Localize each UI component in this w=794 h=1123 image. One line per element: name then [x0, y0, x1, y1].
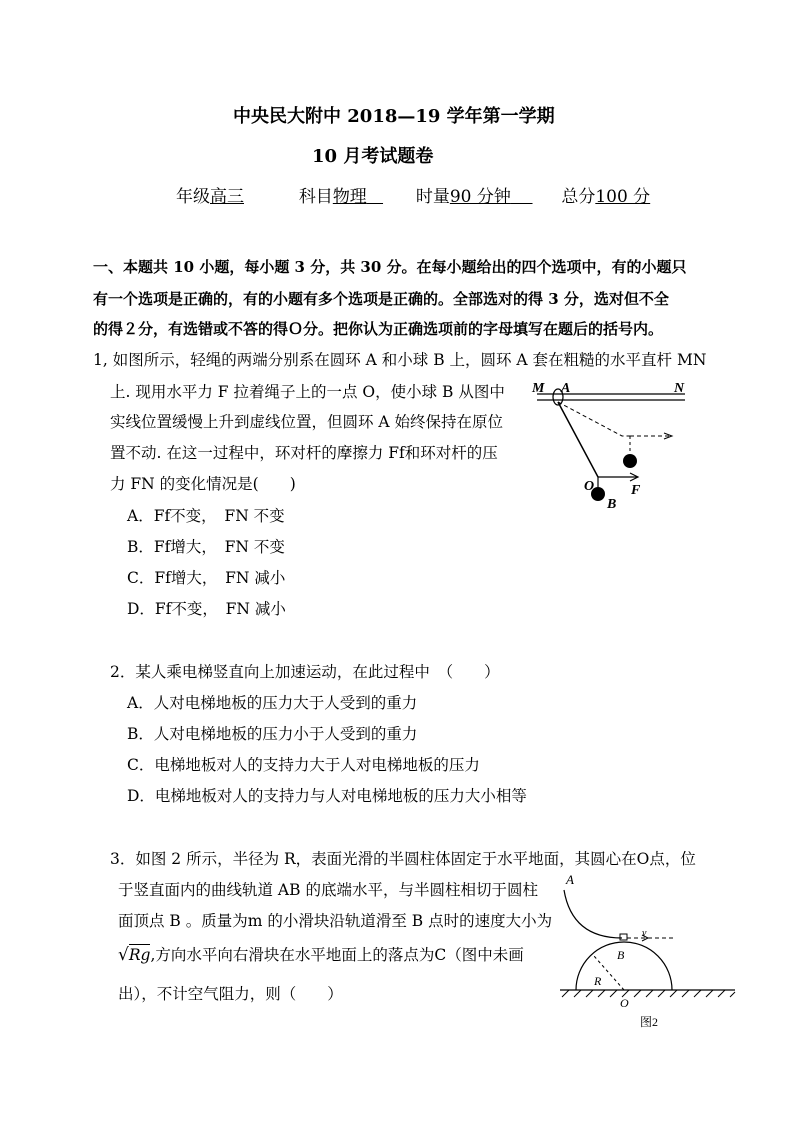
q1-option-a: A．Ff不变， FN 不变 [127, 507, 285, 525]
fig2-label-b: B [617, 948, 625, 962]
q1-line1: 1, 如图所示，轻绳的两端分别系在圆环 A 和小球 B 上，圆环 A 套在粗糙的水平直杆 MN [93, 351, 707, 369]
subject-label: 科目 [298, 187, 333, 207]
section1-line1: 一、本题共 10 小题，每小题 3 分，共 30 分。在每小题给出的四个选项中，有的小题只 [93, 258, 687, 276]
fig2-label-v: v [642, 928, 647, 939]
total-value: 100 分 [595, 187, 651, 207]
q2-stem: 2．某人乘电梯竖直向上加速运动，在此过程中 （ ） [110, 663, 500, 681]
fig1-label-f: F [631, 483, 641, 498]
sqrt-radicand: Rg [128, 946, 151, 964]
fig2-label-a: A [566, 872, 574, 887]
q3-figure [560, 870, 740, 1030]
fig1-label-o: O [584, 479, 595, 494]
exam-subtitle: 10 月考试题卷 [312, 146, 434, 167]
fig2-label-o: O [620, 996, 629, 1010]
q2-option-a: A．人对电梯地板的压力大于人受到的重力 [127, 694, 418, 712]
q3-line5: 出），不计空气阻力，则（ ） [118, 985, 343, 1003]
q1-line3: 实线位置缓慢上升到虚线位置，但圆环 A 始终保持在原位 [110, 413, 504, 431]
time-label: 时量 [415, 187, 450, 207]
section1-line2: 有一个选项是正确的，有的小题有多个选项是正确的。全部选对的得 3 分，选对但不全 [93, 290, 669, 308]
fig1-label-m: M [532, 381, 545, 396]
sqrt-symbol: √ [118, 945, 129, 965]
q1-option-c: C．Ff增大， FN 减小 [127, 569, 286, 587]
q2-option-b: B．人对电梯地板的压力小于人受到的重力 [127, 725, 418, 743]
q2-option-d: D．电梯地板对人的支持力与人对电梯地板的压力大小相等 [127, 787, 527, 805]
exam-meta [176, 189, 650, 206]
grade-value: 高三 [210, 187, 244, 207]
fig1-label-b: B [607, 497, 617, 512]
q1-option-b: B．Ff增大， FN 不变 [127, 538, 285, 556]
q1-line5: 力 FN 的变化情况是( ) [110, 475, 296, 493]
q1-option-d: D．Ff不变， FN 减小 [127, 600, 286, 618]
q3-line4 [118, 947, 524, 964]
fig2-label-r: R [594, 974, 602, 988]
section1-line3: 的得２分，有选错或不答的得Ｏ分。把你认为正确选项前的字母填写在题后的括号内。 [93, 320, 664, 338]
ball-b-dashed [623, 454, 637, 468]
time-value: 90 分钟 [449, 187, 511, 207]
q3-line3: 面顶点 B 。质量为m 的小滑块沿轨道滑至 B 点时的速度大小为 [118, 912, 553, 930]
fig1-label-a: A [561, 381, 571, 396]
q1-figure [530, 380, 690, 510]
exam-title: 中央民大附中 2018—19 学年第一学期 [233, 106, 555, 127]
q3-line1: 3．如图 2 所示，半径为 R，表面光滑的半圆柱体固定于水平地面，其圆心在O点，位 [110, 850, 696, 868]
q3-line2: 于竖直面内的曲线轨道 AB 的底端水平，与半圆柱相切于圆柱 [118, 881, 538, 899]
fig1-label-n: N [674, 381, 685, 396]
q2-option-c: C．电梯地板对人的支持力大于人对电梯地板的压力 [127, 756, 480, 774]
subject-value: 物理 [332, 187, 367, 207]
q1-line2: 上. 现用水平力 F 拉着绳子上的一点 O，使小球 B 从图中 [110, 383, 505, 401]
grade-label: 年级 [176, 187, 210, 207]
fig2-caption: 图2 [640, 1015, 659, 1029]
q1-line4: 置不动. 在这一过程中，环对杆的摩擦力 Ff和环对杆的压 [110, 444, 498, 462]
total-label: 总分 [561, 187, 596, 207]
q3-line4-text: ,方向水平向右滑块在水平地面上的落点为C（图中未画 [150, 946, 524, 964]
